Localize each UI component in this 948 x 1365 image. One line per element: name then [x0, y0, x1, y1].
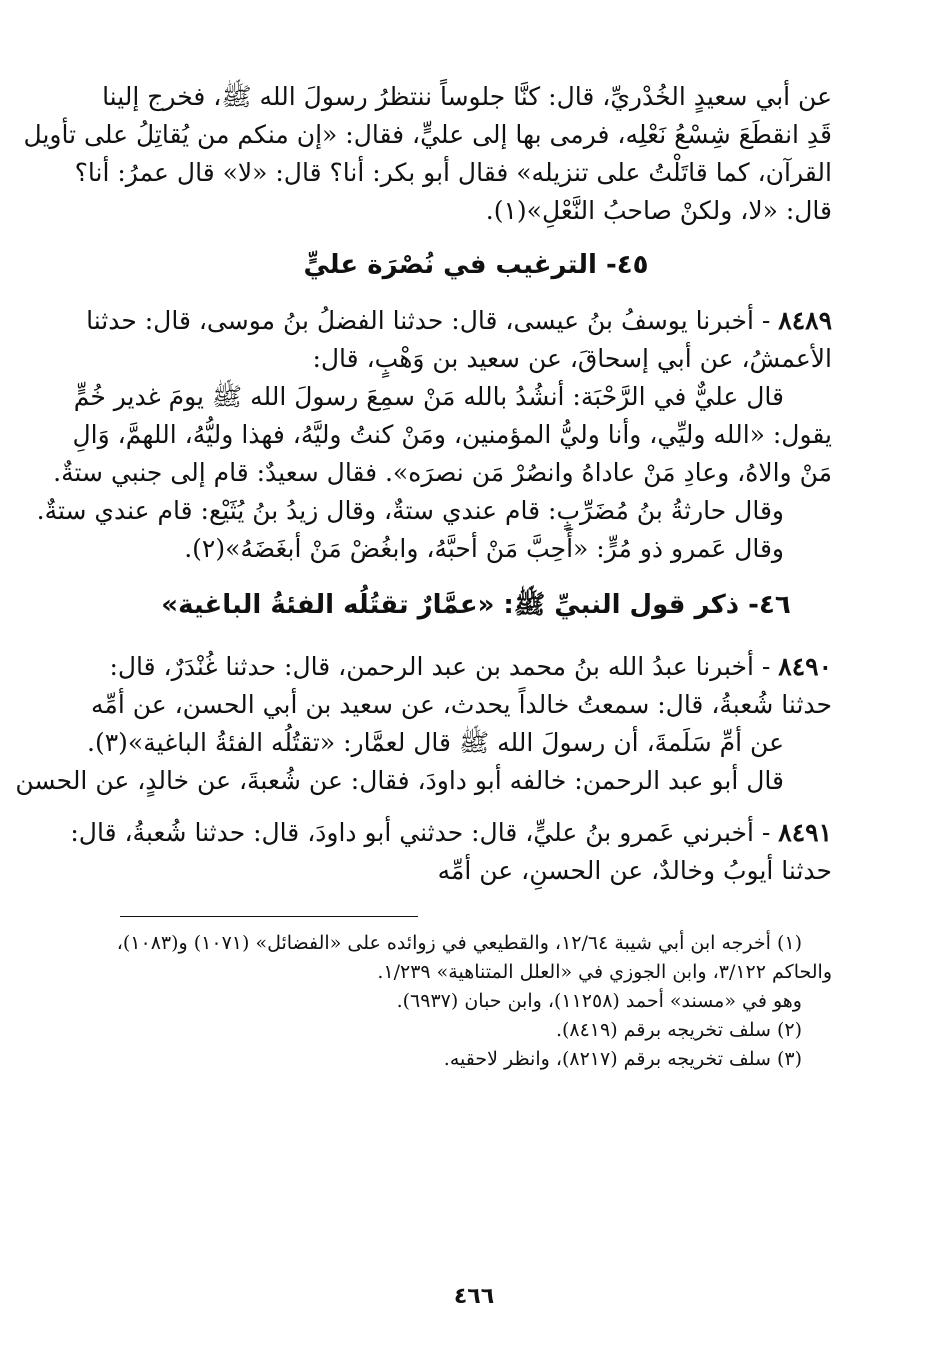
footnote-line: وهو في «مسند» أحمد (١١٢٥٨)، وابن حبان (٦٩٣٧).	[396, 990, 802, 1012]
hadith-isnad-line	[109, 648, 832, 686]
section-45-title: ٤٥- الترغيب في نُصْرَة عليٍّ	[303, 250, 649, 280]
text-line: يقول: «الله وليِّي، وأنا وليُّ المؤمنين، ومَنْ كنتُ وليَّهُ، فهذا وليُّهُ، اللهمَّ، وَالِ	[72, 420, 832, 449]
hadith-number: ٨٤٩١	[778, 818, 832, 847]
hadith-number: ٨٤٩٠	[778, 652, 832, 681]
text-line: وقال عَمرو ذو مُرٍّ: «أَحِبَّ مَنْ أحبَّهُ، وابغُضْ مَنْ أبغَضَهُ»(٢).	[184, 534, 784, 563]
isnad-text: - أخبرنا عبدُ الله بنُ محمد بن عبد الرحمن، قال: حدثنا غُنْدَرٌ، قال:	[109, 652, 771, 681]
footnote-line: (٣) سلف تخريجه برقم (٨٢١٧)، وانظر لاحقيه.	[443, 1048, 802, 1070]
isnad-text: - أخبرنا يوسفُ بنُ عيسى، قال: حدثنا الفضلُ بنُ موسى، قال: حدثنا	[86, 306, 771, 335]
text-line: وقال حارثةُ بنُ مُضَرِّبٍ: قام عندي ستةٌ، وقال زيدُ بنُ يُثَيْع: قام عندي ستةٌ.	[36, 496, 784, 525]
isnad-text: - أخبرني عَمرو بنُ عليٍّ، قال: حدثني أبو داودَ، قال: حدثنا شُعبةُ، قال:	[70, 818, 771, 847]
hadith-8489	[36, 302, 832, 568]
text-line: الأعمشُ، عن أبي إسحاقَ، عن سعيد بن وَهْبٍ، قال:	[312, 344, 832, 373]
text-line: قَدِ انقطَعَ شِسْعُ نَعْلِه، فرمى بها إلى عليٍّ، فقال: «إن منكم من يُقاتِلُ على تأويل	[23, 120, 832, 149]
footnote-divider	[120, 916, 418, 917]
footnotes	[116, 929, 832, 1074]
text-line: القرآن، كما قاتَلْتُ على تنزيله» فقال أبو بكر: أنا؟ قال: «لا» قال عمرُ: أنا؟	[74, 158, 832, 187]
text-line: حدثنا شُعبةُ، قال: سمعتُ خالداً يحدث، عن سعيد بن أبي الحسن، عن أمِّه	[91, 690, 832, 719]
text-line: عن أبي سعيدٍ الخُدْريِّ، قال: كنَّا جلوساً ننتظرُ رسولَ الله ﷺ، فخرج إلينا	[102, 82, 832, 111]
hadith-isnad-line	[70, 814, 832, 852]
footnote-line: والحاكم ٣/١٢٢، وابن الجوزي في «العلل المتناهية» ١/٢٣٩.	[377, 961, 832, 983]
text-line: عن أمِّ سَلَمةَ، أن رسولَ الله ﷺ قال لعمَّار: «تقتُلُه الفئةُ الباغية»(٣).	[87, 728, 784, 757]
intro-paragraph	[23, 78, 832, 230]
text-line: حدثنا أيوبُ وخالدٌ، عن الحسنِ، عن أمِّه	[437, 856, 832, 885]
hadith-isnad-line	[86, 302, 832, 340]
hadith-8490	[15, 648, 832, 800]
hadith-number: ٨٤٨٩	[778, 306, 832, 335]
text-line: مَنْ والاهُ، وعادِ مَنْ عاداهُ وانصُرْ مَن نصرَه». فقال سعيدٌ: قام إلى جنبي ستةٌ.	[53, 458, 832, 487]
footnote-line: (١) أخرجه ابن أبي شيبة ١٢/٦٤، والقطيعي في زوائده على «الفضائل» (١٠٧١) و(١٠٨٣)،	[116, 932, 802, 954]
footnote-line: (٢) سلف تخريجه برقم (٨٤١٩).	[555, 1019, 802, 1041]
text-line: قال: «لا، ولكنْ صاحبُ النَّعْلِ»(١).	[485, 196, 832, 225]
section-46-title: ٤٦- ذكر قول النبيِّ ﷺ: «عمَّارٌ تقتُلُه الفئةُ الباغية»	[161, 590, 791, 620]
hadith-8491	[70, 814, 832, 890]
author-note: قال أبو عبد الرحمن: خالفه أبو داودَ، فقال: عن شُعبةَ، عن خالدٍ، عن الحسن	[15, 766, 784, 795]
text-line: قال عليٌّ في الرَّحْبَة: أنشُدُ بالله مَنْ سمِعَ رسولَ الله ﷺ يومَ غدير خُمٍّ	[73, 382, 784, 411]
page-number: ٤٦٦	[453, 1284, 495, 1309]
